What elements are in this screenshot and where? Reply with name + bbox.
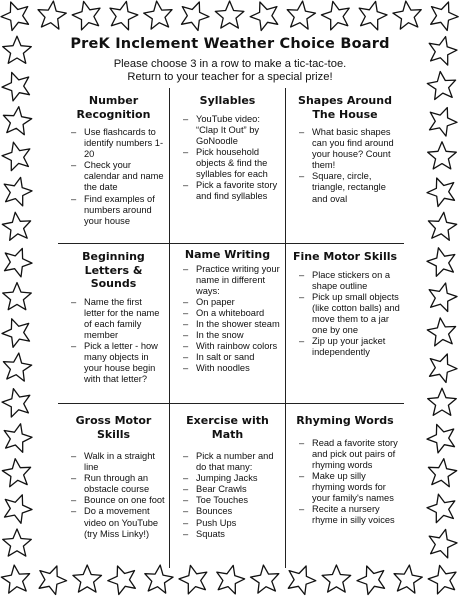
activity-item: – On a whiteboard (196, 308, 281, 319)
star-icon (428, 459, 456, 487)
activity-list (174, 264, 281, 375)
cell-exercise-with-math (170, 404, 286, 568)
cell-title: Number Recognition (76, 94, 151, 121)
star-icon (394, 565, 422, 593)
star-icon (110, 1, 138, 30)
star-icon (288, 566, 316, 595)
star-icon (322, 565, 351, 592)
star-icon (2, 142, 30, 171)
cell-title: Beginning Letters & Sounds (82, 250, 145, 290)
instructions-line-2: Return to your teacher for a special prize! (127, 71, 333, 83)
activity-item: – In the shower steam (196, 319, 281, 330)
star-icon (357, 566, 385, 595)
activity-item: – Toe Touches (196, 495, 281, 506)
star-icon (179, 565, 207, 594)
activity-item: – Pick a favorite story and find syllables (196, 180, 281, 202)
activity-item: – Bear Crawls (196, 484, 281, 495)
star-icon (428, 565, 456, 594)
star-icon (3, 283, 32, 310)
activity-item: – Zip up your jacket independently (312, 336, 400, 358)
instructions-line-1: Please choose 3 in a row to make a tic-tac-toe. (113, 58, 347, 70)
star-icon (38, 1, 66, 29)
activity-item: – In the snow (196, 330, 281, 341)
activity-item: – Use flashcards to identify numbers 1-20 (84, 127, 165, 160)
activity-item: – In salt or sand (196, 352, 281, 363)
choice-board-grid (58, 88, 404, 568)
star-icon (429, 529, 457, 558)
star-icon (3, 36, 32, 63)
cell-title: Rhyming Words (296, 414, 394, 427)
activity-list (290, 438, 400, 527)
activity-item: – Recite a nursery rhyme in silly voices (312, 504, 400, 526)
cell-title: Shapes Around The House (298, 94, 392, 121)
star-icon (1, 565, 29, 593)
star-icon (321, 1, 349, 30)
cell-title: Gross Motor Skills (75, 414, 152, 441)
star-icon (1, 2, 29, 31)
activity-item: – Bounces (196, 506, 281, 517)
star-icon (3, 529, 32, 556)
activity-list (62, 451, 165, 540)
star-icon (144, 1, 172, 29)
cell-fine-motor-skills (286, 244, 404, 404)
star-icon (217, 565, 245, 594)
activity-item: – Run through an obstacle course (84, 473, 165, 495)
activity-item: – With noodles (196, 363, 281, 374)
star-icon (428, 142, 457, 169)
star-icon (427, 178, 455, 207)
activity-item: – Place stickers on a shape outline (312, 270, 400, 292)
star-icon (39, 566, 67, 595)
star-icon (73, 565, 102, 592)
cell-syllables (170, 88, 286, 244)
activity-list (290, 270, 400, 359)
activity-list (62, 297, 165, 386)
star-icon (429, 37, 457, 66)
activity-item: – Read a favorite story and pick out pairs of rhyming words (312, 438, 400, 471)
star-icon (215, 1, 244, 28)
activity-item: – Practice writing your name in different ways: (196, 264, 281, 297)
star-icon (429, 283, 457, 312)
page-title: PreK Inclement Weather Choice Board (70, 36, 390, 52)
cell-shapes-around-the-house (286, 88, 404, 244)
activity-list (290, 127, 400, 205)
activity-list (174, 114, 281, 203)
star-icon (428, 212, 456, 240)
activity-item: – Make up silly rhyming words for your family's names (312, 471, 400, 504)
star-icon (287, 1, 315, 29)
activity-item: – Jumping Jacks (196, 473, 281, 484)
activity-item: – Find examples of numbers around your house (84, 194, 165, 227)
star-icon (5, 495, 33, 524)
star-icon (427, 424, 455, 453)
star-icon (2, 212, 30, 240)
star-icon (431, 2, 459, 31)
activity-list (174, 451, 281, 540)
cell-title: Name Writing (184, 248, 271, 261)
activity-item: – Check your calendar and name the date (84, 160, 165, 193)
cell-title: Fine Motor Skills (292, 250, 398, 263)
star-icon (393, 1, 421, 29)
star-icon (427, 318, 455, 346)
star-icon (4, 424, 32, 453)
activity-item: – Square, circle, triangle, rectangle and oval (312, 171, 400, 204)
star-icon (428, 388, 457, 415)
star-icon (182, 2, 210, 31)
star-icon (72, 1, 100, 30)
activity-item: – YouTube video: “Clap It Out” by GoNoodle (196, 114, 281, 147)
star-icon (427, 248, 455, 276)
star-icon (427, 494, 455, 523)
star-icon (359, 1, 387, 30)
activity-item: – Pick up small objects (like cotton balls) and move them to a jar one by one (312, 292, 400, 336)
activity-item: – Walk in a straight line (84, 451, 165, 473)
star-icon (2, 72, 30, 101)
activity-list (62, 127, 165, 227)
activity-item: – Pick household objects & find the syllables for each (196, 147, 281, 180)
activity-item: – On paper (196, 297, 281, 308)
star-icon (5, 248, 33, 277)
star-icon (2, 319, 30, 348)
star-icon (145, 565, 173, 593)
activity-item: – Bounce on one foot (84, 495, 165, 506)
activity-item: – Pick a letter - how many objects in your house begin with that letter? (84, 341, 165, 385)
activity-item: – Do a movement video on YouTube (try Miss Linky!) (84, 506, 165, 539)
star-icon (427, 72, 455, 100)
cell-number-recognition (58, 88, 170, 244)
star-icon (108, 566, 136, 595)
activity-item: – Name the first letter for the name of each family member (84, 297, 165, 341)
cell-beginning-letters-sounds (58, 244, 170, 404)
star-icon (3, 107, 31, 135)
star-icon (250, 2, 278, 31)
activity-item: – Push Ups (196, 518, 281, 529)
star-icon (251, 565, 279, 593)
activity-item: – What basic shapes can you find around your house? Count them! (312, 127, 400, 171)
star-icon (430, 108, 458, 137)
activity-item: – Pick a number and do that many: (196, 451, 281, 473)
star-icon (4, 177, 32, 206)
star-icon (2, 459, 30, 487)
activity-item: – Squats (196, 529, 281, 540)
activity-item: – With rainbow colors (196, 341, 281, 352)
cell-title: Exercise with Math (186, 414, 269, 441)
cell-name-writing (170, 244, 286, 404)
star-icon (3, 353, 31, 381)
star-icon (2, 389, 30, 418)
cell-title: Syllables (199, 94, 256, 107)
cell-gross-motor-skills (58, 404, 170, 568)
cell-rhyming-words (286, 404, 404, 568)
star-icon (430, 354, 458, 383)
